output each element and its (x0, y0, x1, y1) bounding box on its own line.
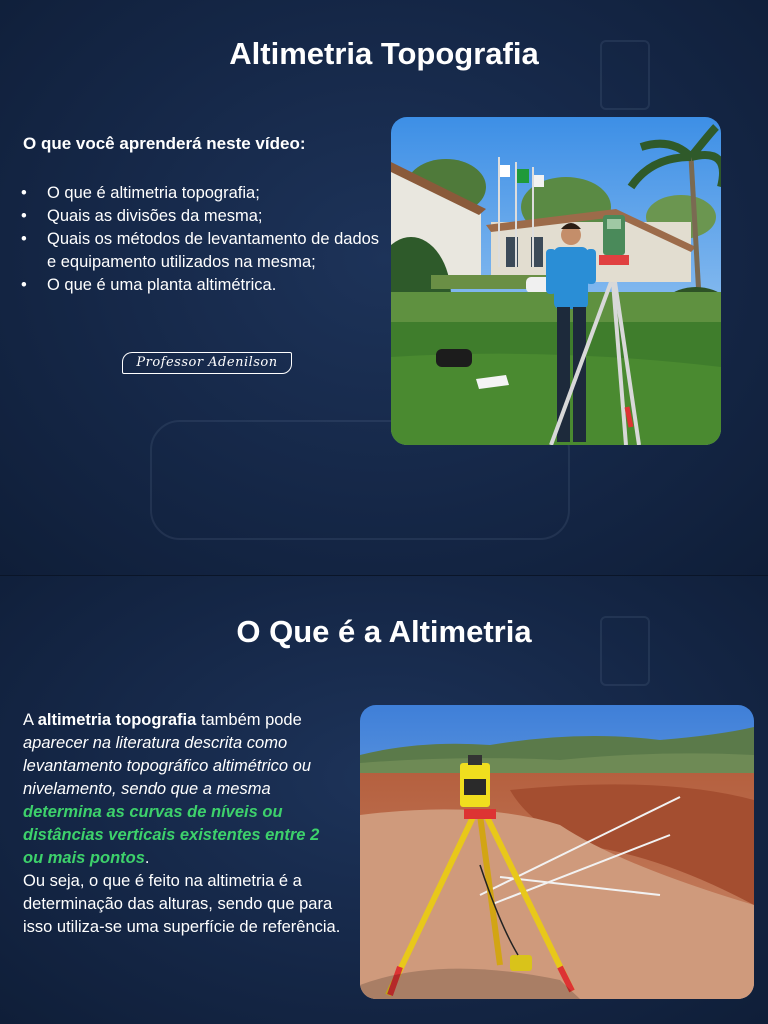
topic-list (21, 182, 383, 297)
photo-total-station-in-quarry (360, 705, 754, 999)
list-item: • Quais as divisões da mesma; (21, 205, 383, 228)
surveyor-scene-image (391, 117, 721, 445)
intro-heading: O que você aprenderá neste vídeo: (23, 134, 306, 153)
slide-title: Altimetria Topografia (229, 36, 539, 71)
bullet-icon: • (21, 184, 27, 202)
bullet-icon: • (21, 276, 27, 294)
bullet-icon: • (21, 207, 27, 225)
list-item: • Quais os métodos de levantamento de dados e equipamento utilizados na mesma; (21, 230, 380, 271)
quarry-scene-image (360, 705, 754, 999)
slide-o-que-e-altimetria (0, 575, 768, 1024)
slide-title: O Que é a Altimetria (236, 614, 532, 649)
paragraph-explanation: Ou seja, o que é feito na altimetria é a determinação das alturas, sendo que para isso utiliza-se uma superfície de referência. (23, 872, 341, 936)
definition-text (23, 709, 343, 939)
list-item: • O que é altimetria topografia; (21, 182, 383, 205)
highlight-text: determina as curvas de níveis ou distâncias verticais existentes entre 2 ou mais pontos (23, 803, 320, 867)
bullet-icon: • (21, 230, 27, 248)
paragraph-definition: A altimetria topografia também pode aparecer na literatura descrita como levantamento topográfico altimétrico ou nivelamento, sendo que a mesma determina as curvas de níveis ou distâncias verticais existentes entre 2 ou mais pontos. (23, 711, 320, 867)
signature-badge: Professor Adenilson (122, 352, 292, 374)
photo-surveyor-with-total-station (391, 117, 721, 445)
list-item: • O que é uma planta altimétrica. (21, 274, 383, 297)
